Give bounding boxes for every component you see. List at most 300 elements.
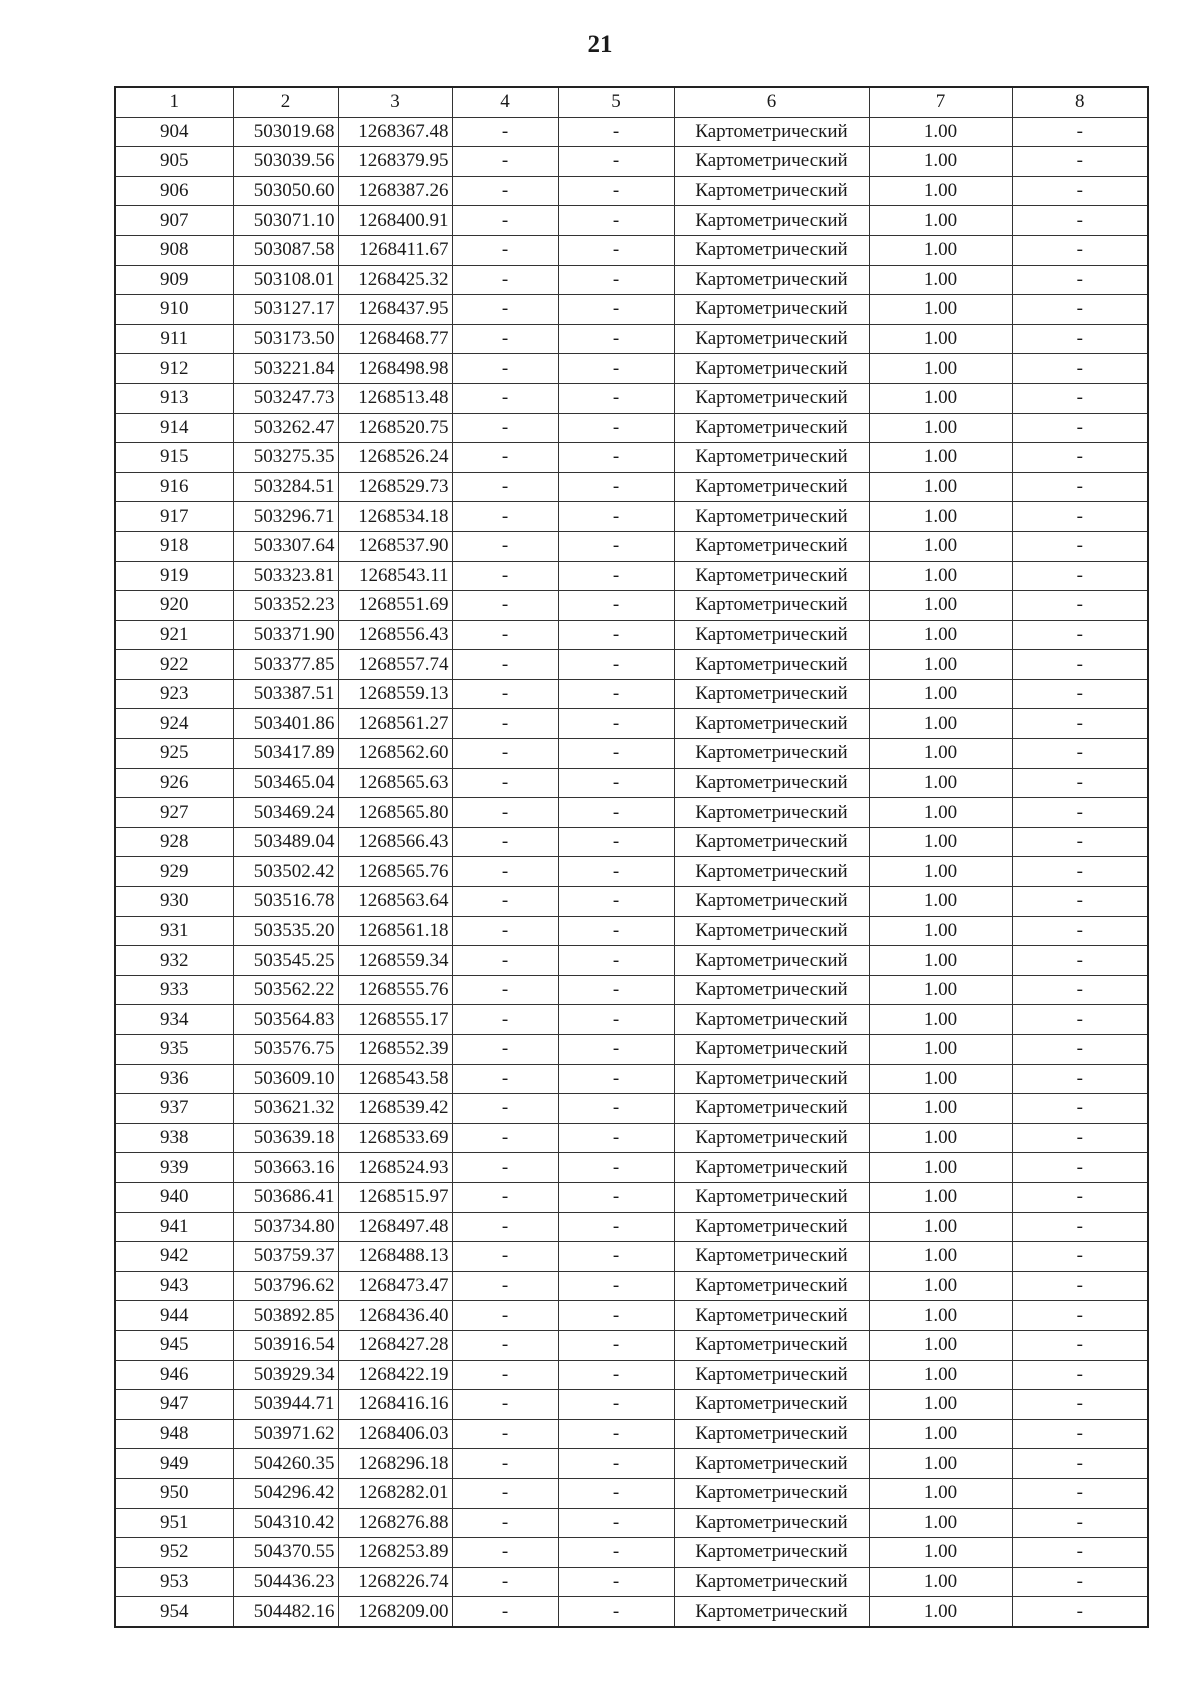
coordinate-y-cell: 1268411.67 bbox=[338, 235, 452, 265]
col-8-value-cell: - bbox=[1012, 561, 1148, 591]
point-number-cell: 909 bbox=[115, 265, 233, 295]
method-cell: Картометрический bbox=[674, 1182, 869, 1212]
table-row bbox=[115, 1449, 1148, 1479]
col-8-value-cell: - bbox=[1012, 1419, 1148, 1449]
table-row bbox=[115, 235, 1148, 265]
col-4-value-cell: - bbox=[452, 739, 558, 769]
table-row bbox=[115, 1508, 1148, 1538]
coordinate-x-cell: 503929.34 bbox=[233, 1360, 338, 1390]
col-5-value-cell: - bbox=[558, 1508, 674, 1538]
table-row bbox=[115, 1182, 1148, 1212]
accuracy-cell: 1.00 bbox=[869, 1597, 1012, 1627]
accuracy-cell: 1.00 bbox=[869, 1567, 1012, 1597]
col-4-value-cell: - bbox=[452, 561, 558, 591]
method-cell: Картометрический bbox=[674, 798, 869, 828]
column-header-8: 8 bbox=[1012, 87, 1148, 117]
col-8-value-cell: - bbox=[1012, 1478, 1148, 1508]
table-row bbox=[115, 975, 1148, 1005]
coordinate-x-cell: 503759.37 bbox=[233, 1242, 338, 1272]
coordinate-y-cell: 1268296.18 bbox=[338, 1449, 452, 1479]
coordinate-x-cell: 503469.24 bbox=[233, 798, 338, 828]
col-4-value-cell: - bbox=[452, 1153, 558, 1183]
col-5-value-cell: - bbox=[558, 1567, 674, 1597]
col-4-value-cell: - bbox=[452, 1301, 558, 1331]
coordinate-y-cell: 1268387.26 bbox=[338, 176, 452, 206]
accuracy-cell: 1.00 bbox=[869, 975, 1012, 1005]
method-cell: Картометрический bbox=[674, 1390, 869, 1420]
coordinate-x-cell: 503576.75 bbox=[233, 1035, 338, 1065]
point-number-cell: 934 bbox=[115, 1005, 233, 1035]
coordinate-y-cell: 1268524.93 bbox=[338, 1153, 452, 1183]
col-8-value-cell: - bbox=[1012, 502, 1148, 532]
table-row bbox=[115, 1597, 1148, 1627]
col-4-value-cell: - bbox=[452, 857, 558, 887]
col-5-value-cell: - bbox=[558, 739, 674, 769]
point-number-cell: 930 bbox=[115, 887, 233, 917]
col-4-value-cell: - bbox=[452, 1508, 558, 1538]
accuracy-cell: 1.00 bbox=[869, 206, 1012, 236]
point-number-cell: 918 bbox=[115, 531, 233, 561]
point-number-cell: 928 bbox=[115, 827, 233, 857]
column-header-2: 2 bbox=[233, 87, 338, 117]
coordinate-x-cell: 503050.60 bbox=[233, 176, 338, 206]
col-4-value-cell: - bbox=[452, 1094, 558, 1124]
accuracy-cell: 1.00 bbox=[869, 1064, 1012, 1094]
method-cell: Картометрический bbox=[674, 946, 869, 976]
coordinate-x-cell: 503323.81 bbox=[233, 561, 338, 591]
method-cell: Картометрический bbox=[674, 413, 869, 443]
coordinate-x-cell: 503971.62 bbox=[233, 1419, 338, 1449]
col-8-value-cell: - bbox=[1012, 768, 1148, 798]
col-5-value-cell: - bbox=[558, 413, 674, 443]
table-row bbox=[115, 117, 1148, 147]
accuracy-cell: 1.00 bbox=[869, 1538, 1012, 1568]
col-4-value-cell: - bbox=[452, 887, 558, 917]
col-4-value-cell: - bbox=[452, 531, 558, 561]
col-5-value-cell: - bbox=[558, 1419, 674, 1449]
col-8-value-cell: - bbox=[1012, 679, 1148, 709]
coordinate-x-cell: 503562.22 bbox=[233, 975, 338, 1005]
col-4-value-cell: - bbox=[452, 1035, 558, 1065]
col-4-value-cell: - bbox=[452, 679, 558, 709]
table-row bbox=[115, 1064, 1148, 1094]
table-row bbox=[115, 147, 1148, 177]
coordinate-x-cell: 503221.84 bbox=[233, 354, 338, 384]
method-cell: Картометрический bbox=[674, 324, 869, 354]
col-8-value-cell: - bbox=[1012, 1035, 1148, 1065]
accuracy-cell: 1.00 bbox=[869, 739, 1012, 769]
point-number-cell: 952 bbox=[115, 1538, 233, 1568]
coordinate-x-cell: 503296.71 bbox=[233, 502, 338, 532]
col-8-value-cell: - bbox=[1012, 798, 1148, 828]
point-number-cell: 911 bbox=[115, 324, 233, 354]
point-number-cell: 939 bbox=[115, 1153, 233, 1183]
col-4-value-cell: - bbox=[452, 1182, 558, 1212]
col-8-value-cell: - bbox=[1012, 620, 1148, 650]
method-cell: Картометрический bbox=[674, 591, 869, 621]
col-8-value-cell: - bbox=[1012, 916, 1148, 946]
point-number-cell: 926 bbox=[115, 768, 233, 798]
accuracy-cell: 1.00 bbox=[869, 502, 1012, 532]
accuracy-cell: 1.00 bbox=[869, 857, 1012, 887]
method-cell: Картометрический bbox=[674, 1478, 869, 1508]
coordinate-y-cell: 1268557.74 bbox=[338, 650, 452, 680]
col-4-value-cell: - bbox=[452, 1064, 558, 1094]
coordinate-y-cell: 1268543.58 bbox=[338, 1064, 452, 1094]
accuracy-cell: 1.00 bbox=[869, 443, 1012, 473]
column-header-4: 4 bbox=[452, 87, 558, 117]
point-number-cell: 945 bbox=[115, 1330, 233, 1360]
accuracy-cell: 1.00 bbox=[869, 946, 1012, 976]
method-cell: Картометрический bbox=[674, 916, 869, 946]
coordinate-x-cell: 504310.42 bbox=[233, 1508, 338, 1538]
coordinate-x-cell: 503916.54 bbox=[233, 1330, 338, 1360]
method-cell: Картометрический bbox=[674, 1064, 869, 1094]
point-number-cell: 931 bbox=[115, 916, 233, 946]
table-row bbox=[115, 1390, 1148, 1420]
coordinate-y-cell: 1268253.89 bbox=[338, 1538, 452, 1568]
point-number-cell: 937 bbox=[115, 1094, 233, 1124]
col-8-value-cell: - bbox=[1012, 1153, 1148, 1183]
method-cell: Картометрический bbox=[674, 265, 869, 295]
method-cell: Картометрический bbox=[674, 443, 869, 473]
col-5-value-cell: - bbox=[558, 383, 674, 413]
col-8-value-cell: - bbox=[1012, 1538, 1148, 1568]
accuracy-cell: 1.00 bbox=[869, 324, 1012, 354]
coordinate-y-cell: 1268551.69 bbox=[338, 591, 452, 621]
point-number-cell: 944 bbox=[115, 1301, 233, 1331]
accuracy-cell: 1.00 bbox=[869, 1212, 1012, 1242]
table-row bbox=[115, 1005, 1148, 1035]
method-cell: Картометрический bbox=[674, 531, 869, 561]
col-8-value-cell: - bbox=[1012, 324, 1148, 354]
col-4-value-cell: - bbox=[452, 413, 558, 443]
col-4-value-cell: - bbox=[452, 117, 558, 147]
accuracy-cell: 1.00 bbox=[869, 147, 1012, 177]
table-row bbox=[115, 1242, 1148, 1272]
point-number-cell: 915 bbox=[115, 443, 233, 473]
method-cell: Картометрический bbox=[674, 1271, 869, 1301]
col-5-value-cell: - bbox=[558, 531, 674, 561]
accuracy-cell: 1.00 bbox=[869, 1330, 1012, 1360]
col-8-value-cell: - bbox=[1012, 591, 1148, 621]
method-cell: Картометрический bbox=[674, 472, 869, 502]
coordinate-x-cell: 503262.47 bbox=[233, 413, 338, 443]
col-5-value-cell: - bbox=[558, 709, 674, 739]
coordinate-x-cell: 503944.71 bbox=[233, 1390, 338, 1420]
table-row bbox=[115, 1212, 1148, 1242]
point-number-cell: 929 bbox=[115, 857, 233, 887]
coordinate-x-cell: 503401.86 bbox=[233, 709, 338, 739]
table-row bbox=[115, 887, 1148, 917]
point-number-cell: 932 bbox=[115, 946, 233, 976]
col-4-value-cell: - bbox=[452, 1360, 558, 1390]
table-row bbox=[115, 1094, 1148, 1124]
table-row bbox=[115, 176, 1148, 206]
col-4-value-cell: - bbox=[452, 620, 558, 650]
coordinate-y-cell: 1268367.48 bbox=[338, 117, 452, 147]
col-5-value-cell: - bbox=[558, 1123, 674, 1153]
accuracy-cell: 1.00 bbox=[869, 1419, 1012, 1449]
table-row bbox=[115, 1123, 1148, 1153]
col-5-value-cell: - bbox=[558, 1094, 674, 1124]
col-4-value-cell: - bbox=[452, 1567, 558, 1597]
table-row bbox=[115, 413, 1148, 443]
point-number-cell: 942 bbox=[115, 1242, 233, 1272]
col-5-value-cell: - bbox=[558, 235, 674, 265]
method-cell: Картометрический bbox=[674, 176, 869, 206]
page-number: 21 bbox=[587, 31, 613, 58]
col-4-value-cell: - bbox=[452, 1390, 558, 1420]
accuracy-cell: 1.00 bbox=[869, 1508, 1012, 1538]
col-5-value-cell: - bbox=[558, 295, 674, 325]
point-number-cell: 908 bbox=[115, 235, 233, 265]
method-cell: Картометрический bbox=[674, 975, 869, 1005]
col-8-value-cell: - bbox=[1012, 117, 1148, 147]
method-cell: Картометрический bbox=[674, 1301, 869, 1331]
accuracy-cell: 1.00 bbox=[869, 1123, 1012, 1153]
accuracy-cell: 1.00 bbox=[869, 1478, 1012, 1508]
coordinate-x-cell: 503039.56 bbox=[233, 147, 338, 177]
col-5-value-cell: - bbox=[558, 1005, 674, 1035]
accuracy-cell: 1.00 bbox=[869, 1301, 1012, 1331]
coordinate-y-cell: 1268379.95 bbox=[338, 147, 452, 177]
coordinate-y-cell: 1268566.43 bbox=[338, 827, 452, 857]
table-row bbox=[115, 739, 1148, 769]
coordinate-y-cell: 1268427.28 bbox=[338, 1330, 452, 1360]
col-5-value-cell: - bbox=[558, 1538, 674, 1568]
table-row bbox=[115, 206, 1148, 236]
col-4-value-cell: - bbox=[452, 916, 558, 946]
col-4-value-cell: - bbox=[452, 1005, 558, 1035]
point-number-cell: 950 bbox=[115, 1478, 233, 1508]
table-row bbox=[115, 857, 1148, 887]
point-number-cell: 922 bbox=[115, 650, 233, 680]
table-row bbox=[115, 709, 1148, 739]
coordinate-x-cell: 503108.01 bbox=[233, 265, 338, 295]
col-8-value-cell: - bbox=[1012, 1005, 1148, 1035]
table-row bbox=[115, 502, 1148, 532]
coordinate-y-cell: 1268209.00 bbox=[338, 1597, 452, 1627]
col-5-value-cell: - bbox=[558, 1597, 674, 1627]
col-5-value-cell: - bbox=[558, 827, 674, 857]
col-5-value-cell: - bbox=[558, 1242, 674, 1272]
method-cell: Картометрический bbox=[674, 768, 869, 798]
col-8-value-cell: - bbox=[1012, 1567, 1148, 1597]
table-row bbox=[115, 443, 1148, 473]
table-row bbox=[115, 1301, 1148, 1331]
accuracy-cell: 1.00 bbox=[869, 1153, 1012, 1183]
coordinate-y-cell: 1268537.90 bbox=[338, 531, 452, 561]
method-cell: Картометрический bbox=[674, 857, 869, 887]
col-5-value-cell: - bbox=[558, 265, 674, 295]
col-8-value-cell: - bbox=[1012, 946, 1148, 976]
col-4-value-cell: - bbox=[452, 798, 558, 828]
method-cell: Картометрический bbox=[674, 620, 869, 650]
col-4-value-cell: - bbox=[452, 265, 558, 295]
col-5-value-cell: - bbox=[558, 1360, 674, 1390]
col-4-value-cell: - bbox=[452, 147, 558, 177]
col-8-value-cell: - bbox=[1012, 1064, 1148, 1094]
col-5-value-cell: - bbox=[558, 206, 674, 236]
method-cell: Картометрический bbox=[674, 650, 869, 680]
coordinate-x-cell: 503247.73 bbox=[233, 383, 338, 413]
coordinate-x-cell: 503609.10 bbox=[233, 1064, 338, 1094]
col-5-value-cell: - bbox=[558, 1153, 674, 1183]
method-cell: Картометрический bbox=[674, 1330, 869, 1360]
col-4-value-cell: - bbox=[452, 975, 558, 1005]
method-cell: Картометрический bbox=[674, 1035, 869, 1065]
point-number-cell: 951 bbox=[115, 1508, 233, 1538]
accuracy-cell: 1.00 bbox=[869, 265, 1012, 295]
method-cell: Картометрический bbox=[674, 1538, 869, 1568]
col-5-value-cell: - bbox=[558, 502, 674, 532]
coordinate-y-cell: 1268534.18 bbox=[338, 502, 452, 532]
coordinate-y-cell: 1268473.47 bbox=[338, 1271, 452, 1301]
coordinate-x-cell: 503465.04 bbox=[233, 768, 338, 798]
method-cell: Картометрический bbox=[674, 206, 869, 236]
col-4-value-cell: - bbox=[452, 946, 558, 976]
coordinate-y-cell: 1268422.19 bbox=[338, 1360, 452, 1390]
table-row bbox=[115, 620, 1148, 650]
col-4-value-cell: - bbox=[452, 354, 558, 384]
accuracy-cell: 1.00 bbox=[869, 768, 1012, 798]
table-row bbox=[115, 472, 1148, 502]
col-4-value-cell: - bbox=[452, 1597, 558, 1627]
col-4-value-cell: - bbox=[452, 206, 558, 236]
coordinate-x-cell: 503371.90 bbox=[233, 620, 338, 650]
accuracy-cell: 1.00 bbox=[869, 383, 1012, 413]
point-number-cell: 917 bbox=[115, 502, 233, 532]
coordinate-y-cell: 1268406.03 bbox=[338, 1419, 452, 1449]
col-5-value-cell: - bbox=[558, 354, 674, 384]
col-5-value-cell: - bbox=[558, 1449, 674, 1479]
coordinate-x-cell: 503071.10 bbox=[233, 206, 338, 236]
point-number-cell: 925 bbox=[115, 739, 233, 769]
coordinate-y-cell: 1268416.16 bbox=[338, 1390, 452, 1420]
coordinate-x-cell: 503663.16 bbox=[233, 1153, 338, 1183]
accuracy-cell: 1.00 bbox=[869, 1360, 1012, 1390]
col-5-value-cell: - bbox=[558, 1271, 674, 1301]
col-5-value-cell: - bbox=[558, 147, 674, 177]
accuracy-cell: 1.00 bbox=[869, 887, 1012, 917]
table-row bbox=[115, 679, 1148, 709]
coordinate-y-cell: 1268282.01 bbox=[338, 1478, 452, 1508]
point-number-cell: 947 bbox=[115, 1390, 233, 1420]
header-row bbox=[115, 87, 1148, 117]
method-cell: Картометрический bbox=[674, 887, 869, 917]
coordinate-y-cell: 1268529.73 bbox=[338, 472, 452, 502]
point-number-cell: 913 bbox=[115, 383, 233, 413]
coordinate-x-cell: 504482.16 bbox=[233, 1597, 338, 1627]
col-8-value-cell: - bbox=[1012, 1449, 1148, 1479]
method-cell: Картометрический bbox=[674, 354, 869, 384]
col-5-value-cell: - bbox=[558, 1390, 674, 1420]
table-row bbox=[115, 916, 1148, 946]
coordinate-x-cell: 503489.04 bbox=[233, 827, 338, 857]
coordinate-y-cell: 1268526.24 bbox=[338, 443, 452, 473]
col-4-value-cell: - bbox=[452, 1419, 558, 1449]
accuracy-cell: 1.00 bbox=[869, 1390, 1012, 1420]
col-5-value-cell: - bbox=[558, 946, 674, 976]
col-8-value-cell: - bbox=[1012, 147, 1148, 177]
coordinates-table bbox=[114, 86, 1149, 1628]
coordinate-y-cell: 1268498.98 bbox=[338, 354, 452, 384]
accuracy-cell: 1.00 bbox=[869, 591, 1012, 621]
col-5-value-cell: - bbox=[558, 857, 674, 887]
method-cell: Картометрический bbox=[674, 295, 869, 325]
accuracy-cell: 1.00 bbox=[869, 472, 1012, 502]
table-row bbox=[115, 1271, 1148, 1301]
col-5-value-cell: - bbox=[558, 1478, 674, 1508]
point-number-cell: 933 bbox=[115, 975, 233, 1005]
method-cell: Картометрический bbox=[674, 1360, 869, 1390]
coordinate-x-cell: 503734.80 bbox=[233, 1212, 338, 1242]
col-8-value-cell: - bbox=[1012, 472, 1148, 502]
accuracy-cell: 1.00 bbox=[869, 916, 1012, 946]
col-5-value-cell: - bbox=[558, 1064, 674, 1094]
col-8-value-cell: - bbox=[1012, 1360, 1148, 1390]
point-number-cell: 953 bbox=[115, 1567, 233, 1597]
point-number-cell: 949 bbox=[115, 1449, 233, 1479]
col-8-value-cell: - bbox=[1012, 827, 1148, 857]
coordinate-x-cell: 503284.51 bbox=[233, 472, 338, 502]
coordinate-y-cell: 1268539.42 bbox=[338, 1094, 452, 1124]
col-5-value-cell: - bbox=[558, 975, 674, 1005]
method-cell: Картометрический bbox=[674, 502, 869, 532]
point-number-cell: 919 bbox=[115, 561, 233, 591]
accuracy-cell: 1.00 bbox=[869, 235, 1012, 265]
col-5-value-cell: - bbox=[558, 176, 674, 206]
col-8-value-cell: - bbox=[1012, 1242, 1148, 1272]
accuracy-cell: 1.00 bbox=[869, 1182, 1012, 1212]
col-5-value-cell: - bbox=[558, 443, 674, 473]
col-8-value-cell: - bbox=[1012, 1390, 1148, 1420]
method-cell: Картометрический bbox=[674, 1449, 869, 1479]
coordinate-x-cell: 503352.23 bbox=[233, 591, 338, 621]
col-4-value-cell: - bbox=[452, 472, 558, 502]
method-cell: Картометрический bbox=[674, 827, 869, 857]
coordinate-x-cell: 503621.32 bbox=[233, 1094, 338, 1124]
method-cell: Картометрический bbox=[674, 1123, 869, 1153]
method-cell: Картометрический bbox=[674, 1212, 869, 1242]
col-5-value-cell: - bbox=[558, 591, 674, 621]
point-number-cell: 916 bbox=[115, 472, 233, 502]
coordinate-y-cell: 1268400.91 bbox=[338, 206, 452, 236]
point-number-cell: 912 bbox=[115, 354, 233, 384]
col-8-value-cell: - bbox=[1012, 206, 1148, 236]
coordinate-x-cell: 503173.50 bbox=[233, 324, 338, 354]
table-row bbox=[115, 354, 1148, 384]
table-row bbox=[115, 650, 1148, 680]
table-row bbox=[115, 946, 1148, 976]
col-5-value-cell: - bbox=[558, 1330, 674, 1360]
table-row bbox=[115, 1538, 1148, 1568]
point-number-cell: 923 bbox=[115, 679, 233, 709]
coordinate-y-cell: 1268515.97 bbox=[338, 1182, 452, 1212]
coordinate-y-cell: 1268533.69 bbox=[338, 1123, 452, 1153]
col-8-value-cell: - bbox=[1012, 857, 1148, 887]
coordinate-y-cell: 1268497.48 bbox=[338, 1212, 452, 1242]
method-cell: Картометрический bbox=[674, 235, 869, 265]
coordinate-x-cell: 504296.42 bbox=[233, 1478, 338, 1508]
col-4-value-cell: - bbox=[452, 1242, 558, 1272]
coordinate-x-cell: 503377.85 bbox=[233, 650, 338, 680]
col-4-value-cell: - bbox=[452, 591, 558, 621]
coordinate-y-cell: 1268555.76 bbox=[338, 975, 452, 1005]
col-8-value-cell: - bbox=[1012, 650, 1148, 680]
col-5-value-cell: - bbox=[558, 679, 674, 709]
